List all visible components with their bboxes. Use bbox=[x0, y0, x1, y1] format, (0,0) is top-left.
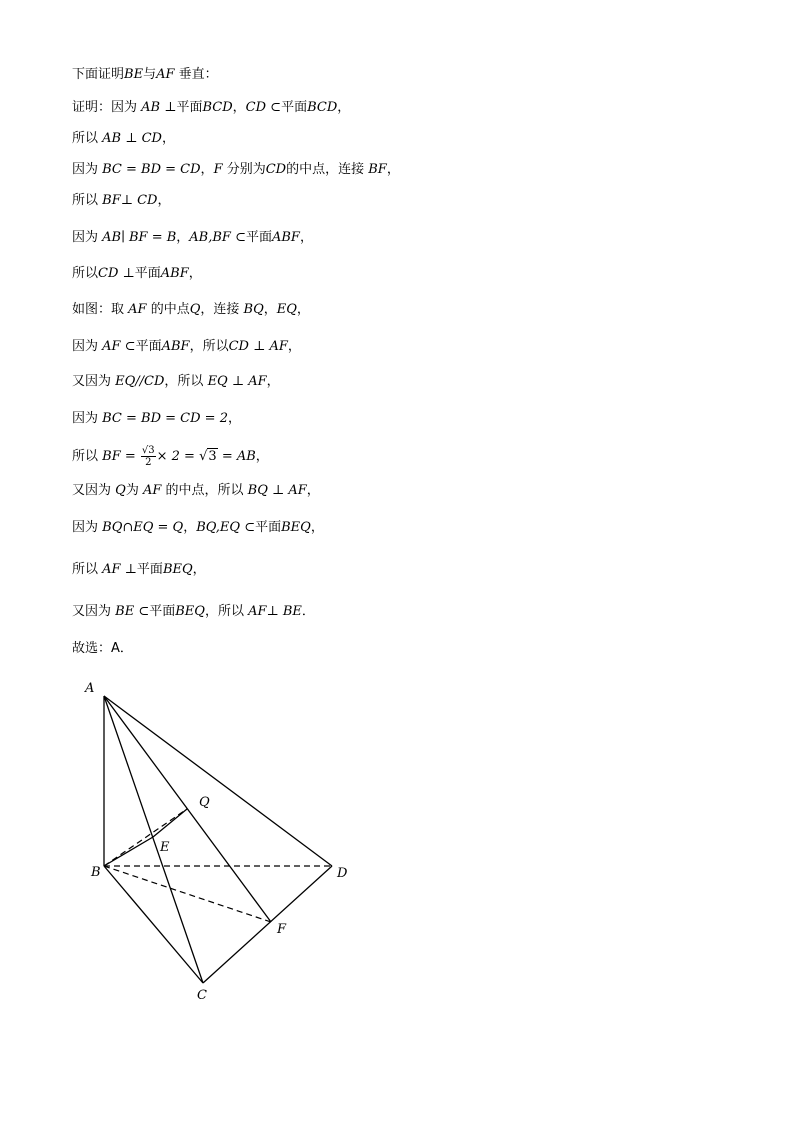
text: 因为 bbox=[72, 411, 103, 426]
text: 因为 bbox=[72, 520, 103, 535]
text: 平面 bbox=[281, 100, 308, 115]
text: 下面证明 bbox=[72, 67, 125, 82]
text: ， bbox=[255, 449, 269, 464]
text: ，所以 bbox=[164, 374, 208, 389]
text: 的中点，连接 bbox=[286, 162, 369, 177]
math: BQ bbox=[243, 302, 264, 317]
math: CD bbox=[265, 162, 287, 177]
math: AB∣ BF = B bbox=[102, 230, 177, 245]
text: ，所以 bbox=[189, 339, 229, 354]
text: ，所以 bbox=[204, 604, 249, 619]
text: 为 bbox=[125, 483, 143, 498]
math: ABF bbox=[161, 339, 190, 354]
text: ， bbox=[263, 302, 277, 317]
text: 与 bbox=[143, 67, 157, 82]
label-C: C bbox=[197, 988, 207, 1003]
math: AF ⊥ bbox=[102, 562, 137, 577]
math: AF bbox=[156, 67, 175, 82]
text: 因为 bbox=[72, 230, 103, 245]
math: BEQ bbox=[162, 562, 193, 577]
math: BE bbox=[124, 67, 144, 82]
text: ， bbox=[299, 230, 313, 245]
text: 平面 bbox=[136, 562, 163, 577]
text: ， bbox=[310, 520, 324, 535]
math: BCD bbox=[307, 100, 338, 115]
text: ， bbox=[296, 302, 310, 317]
edge-BF-hidden bbox=[104, 866, 271, 922]
label-D: D bbox=[337, 866, 348, 881]
math: ABF bbox=[160, 266, 189, 281]
text: ， bbox=[232, 100, 246, 115]
fraction-denominator: 2 bbox=[145, 457, 152, 468]
text: ， bbox=[386, 162, 400, 177]
text: 平面 bbox=[134, 266, 161, 281]
math: CD ⊥ bbox=[98, 266, 135, 281]
math: BC = BD = CD bbox=[102, 162, 201, 177]
edge-BC bbox=[104, 866, 203, 983]
text: 分别为 bbox=[222, 162, 266, 177]
text: 垂直： bbox=[174, 67, 218, 82]
label-Q: Q bbox=[199, 795, 210, 810]
text: ， bbox=[287, 339, 301, 354]
math: AB,BF ⊂ bbox=[189, 230, 246, 245]
math: BEQ bbox=[281, 520, 311, 535]
text: 所以 bbox=[72, 193, 103, 208]
edge-AC bbox=[104, 696, 203, 983]
text: 因为 bbox=[72, 162, 103, 177]
math: AB ⊥ CD bbox=[102, 131, 162, 146]
math: AF bbox=[128, 302, 147, 317]
text: ， bbox=[306, 483, 320, 498]
text: ， bbox=[337, 100, 351, 115]
text: ， bbox=[227, 411, 241, 426]
label-E: E bbox=[160, 840, 170, 855]
math: Q bbox=[115, 483, 126, 498]
math: BEQ bbox=[175, 604, 205, 619]
text: 所以 bbox=[72, 449, 103, 464]
text: 平面 bbox=[176, 100, 203, 115]
math: ABF bbox=[271, 230, 300, 245]
edge-AD bbox=[104, 696, 332, 866]
math: AF bbox=[142, 483, 162, 498]
text: ， bbox=[188, 266, 202, 281]
text: 因为 bbox=[72, 339, 103, 354]
text: 平面 bbox=[255, 520, 282, 535]
fraction-numerator: √3 bbox=[141, 445, 155, 456]
text: ， bbox=[200, 162, 214, 177]
label-A: A bbox=[85, 681, 95, 696]
math: CD ⊥ AF bbox=[228, 339, 288, 354]
text: 所以 bbox=[72, 131, 103, 146]
text: 又因为 bbox=[72, 604, 116, 619]
math: EQ bbox=[276, 302, 297, 317]
math: BQ,EQ ⊂ bbox=[196, 520, 256, 535]
edge-AF bbox=[104, 696, 271, 922]
math: BCD bbox=[202, 100, 233, 115]
math: BC = BD = CD = 2 bbox=[102, 411, 228, 426]
text: 所以 bbox=[72, 266, 99, 281]
text: 如图：取 bbox=[72, 302, 129, 317]
text: 平面 bbox=[149, 604, 176, 619]
text: 的中点 bbox=[146, 302, 190, 317]
text: 的中点，所以 bbox=[161, 483, 248, 498]
text: ，连接 bbox=[200, 302, 244, 317]
math: BF⊥ CD bbox=[102, 193, 158, 208]
square-root: √3 bbox=[199, 449, 217, 464]
math: BE ⊂ bbox=[115, 604, 150, 619]
math: AF ⊂ bbox=[102, 339, 136, 354]
math: CD ⊂ bbox=[245, 100, 282, 115]
text: 又因为 bbox=[72, 374, 116, 389]
math: × 2 = bbox=[156, 449, 195, 464]
text: ． bbox=[301, 604, 315, 619]
math: BQ∩EQ = Q bbox=[102, 520, 184, 535]
math: EQ//CD bbox=[115, 374, 165, 389]
text: 平面 bbox=[245, 230, 272, 245]
text: 又因为 bbox=[72, 483, 116, 498]
edge-BE bbox=[104, 837, 153, 866]
math: F bbox=[213, 162, 223, 177]
math: EQ ⊥ AF bbox=[207, 374, 267, 389]
answer-text: 故选：A． bbox=[72, 641, 133, 656]
math: BQ ⊥ AF bbox=[247, 483, 307, 498]
math: = AB bbox=[221, 449, 256, 464]
math: BF = bbox=[102, 449, 136, 464]
label-B: B bbox=[91, 865, 101, 880]
text: 平面 bbox=[135, 339, 162, 354]
text: ， bbox=[176, 230, 190, 245]
math: AB ⊥ bbox=[141, 100, 177, 115]
text: ， bbox=[161, 131, 175, 146]
text: ， bbox=[192, 562, 206, 577]
label-F: F bbox=[277, 922, 287, 937]
radicand: 3 bbox=[208, 449, 217, 464]
edge-CD bbox=[203, 866, 332, 983]
math: BF bbox=[368, 162, 387, 177]
math: Q bbox=[189, 302, 201, 317]
text: ， bbox=[157, 193, 171, 208]
text: ， bbox=[183, 520, 197, 535]
text: 证明：因为 bbox=[72, 100, 142, 115]
text: 所以 bbox=[72, 562, 103, 577]
text: ， bbox=[266, 374, 280, 389]
math: AF⊥ BE bbox=[248, 604, 302, 619]
